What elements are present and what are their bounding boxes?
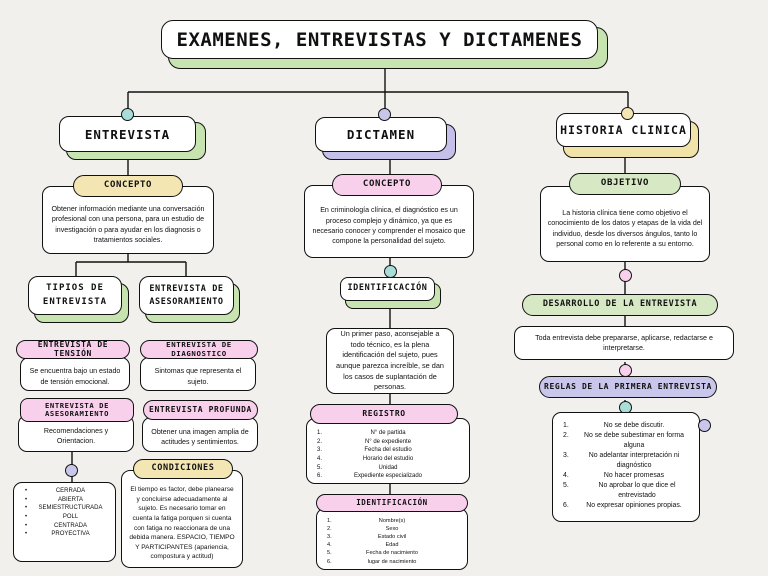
list-item: 5. Unidad: [317, 464, 398, 471]
tipos-list: [20, 487, 109, 539]
reglas-label: REGLAS DE LA PRIMERA ENTREVISTA: [539, 376, 717, 398]
reglas-list: [557, 421, 695, 511]
list-item: 4. Edad: [327, 542, 399, 549]
historia-connector-dot: [621, 107, 634, 120]
entrevista-concepto-text: Obtener información mediante una conversación profesional con una persona, para un estudio de investigación o para ayudar en los diagnosis o tratamientos sociales.: [42, 186, 214, 254]
list-item: 1. Nombre(s): [327, 518, 406, 524]
list-item: • CENTRADA: [24, 522, 87, 529]
entrevista-connector-dot: [121, 108, 134, 121]
list-item: 5. No aprobar lo que dice el entrevistado: [563, 482, 676, 499]
reglas-side-dot: [698, 419, 711, 432]
list-item: 5. Fecha de nacimiento: [327, 550, 418, 557]
list-item: 2. Sexo: [327, 526, 399, 533]
identificacion2-label: IDENTIFICACIÓN: [316, 494, 468, 512]
desarrollo-label: DESARROLLO DE LA ENTREVISTA: [522, 294, 718, 316]
identificacion2-list: [321, 517, 463, 566]
profunda-text: Obtener una imagen amplia de actitudes y sentimientos.: [142, 417, 258, 452]
identificacion-label: IDENTIFICACIÓN: [340, 277, 435, 301]
diagnostico-text: Sintomas que representa el sujeto.: [140, 357, 256, 391]
desarrollo-dot: [619, 269, 632, 282]
list-item: 3. Estado civil: [327, 534, 407, 541]
dictamen-heading: DICTAMEN: [315, 117, 447, 152]
condiciones-text: El tiempo es factor, debe planearse y concluirse adecuadamente al sujeto. Es necesario tomar en cuenta la fatiga porquen si cuenta con fatiga no reaccionara de una debida manera. ESPACIO, TIEMPO Y PARTICIPANTES (apariencia, compostura y actitud): [121, 470, 243, 568]
reglas-box: [552, 412, 700, 522]
list-item: • CERRADA: [24, 488, 86, 494]
identificacion2-box: [316, 508, 468, 570]
asesoramiento-label: ENTREVISTA DE ASESORAMIENTO: [139, 276, 234, 315]
objetivo-label: OBJETIVO: [569, 173, 681, 195]
tension-text: Se encuentra bajo un estado de tensión emocional.: [20, 357, 130, 391]
profunda-label: ENTREVISTA PROFUNDA: [143, 400, 258, 420]
asesoramiento2-text: Recomendaciones y Orientacion.: [18, 415, 134, 452]
desarrollo-text: Toda entrevista debe prepararse, aplicarse, redactarse e interpretarse.: [514, 326, 734, 360]
list-item: • SEMIESTRUCTURADA: [24, 505, 103, 512]
historia-heading: HISTORIA CLINICA: [556, 113, 691, 147]
list-item: 6. Expediente especializado: [317, 473, 423, 480]
entrevista-heading: ENTREVISTA: [59, 116, 196, 152]
page-title: EXAMENES, ENTREVISTAS Y DICTAMENES: [161, 20, 598, 59]
list-item: 3. No adelantar interpretación ni diagnóstico: [563, 452, 680, 469]
tension-label: ENTREVISTA DE TENSIÓN: [16, 340, 130, 359]
tipos-entrevista-label: TIPIOS DE ENTREVISTA: [28, 276, 122, 315]
list-item: • POLL: [24, 514, 79, 521]
list-item: • ABIERTA: [24, 496, 84, 503]
list-item: 1. N° de partida: [317, 430, 406, 436]
list-item: • PROYECTIVA: [24, 531, 90, 538]
dictamen-connector-dot: [378, 108, 391, 121]
registro-list: [311, 429, 465, 481]
tipos-list-box: [13, 482, 116, 562]
list-item: 1. No se debe discutir.: [563, 422, 665, 429]
identificacion-text: Un primer paso, aconsejable a todo técnico, es la plena identificación del sujeto, pues aunque parezca increíble, se dan los casos de suplantación de personas.: [326, 328, 454, 394]
list-item: 3. Fecha del estudio: [317, 447, 412, 454]
list-item: 4. Horario del estudio: [317, 456, 414, 463]
list-item: 6. No expresar opiniones propias.: [563, 502, 682, 509]
registro-box: [306, 418, 470, 484]
diagnostico-label: ENTREVISTA DE DIAGNOSTICO: [140, 340, 258, 359]
list-item: 4. No hacer promesas: [563, 472, 665, 479]
condiciones-label: CONDICIONES: [133, 459, 233, 479]
dictamen-concepto-label: CONCEPTO: [332, 174, 442, 196]
tipos-list-dot: [65, 464, 78, 477]
list-item: 2. No se debe subestimar en forma alguna: [563, 432, 684, 449]
asesoramiento2-label: ENTREVISTA DE ASESORAMIENTO: [20, 398, 134, 422]
objetivo-text: La historia clínica tiene como objetivo el conocimiento de los datos y etapas de la vida del individuo, desde los diversos ángulos, tanto lo personal como en lo referente a su entorno.: [540, 186, 710, 262]
registro-label: REGISTRO: [310, 404, 458, 424]
list-item: 6. lugar de nacimiento: [327, 558, 417, 565]
dictamen-concepto-text: En criminología clínica, el diagnóstico es un proceso complejo y dinámico, ya que es necesario conocer y comprender el mosaico que compone la personalidad del sujeto.: [304, 185, 474, 258]
entrevista-concepto-label: CONCEPTO: [73, 175, 183, 197]
list-item: 2. N° de expediente: [317, 438, 412, 445]
